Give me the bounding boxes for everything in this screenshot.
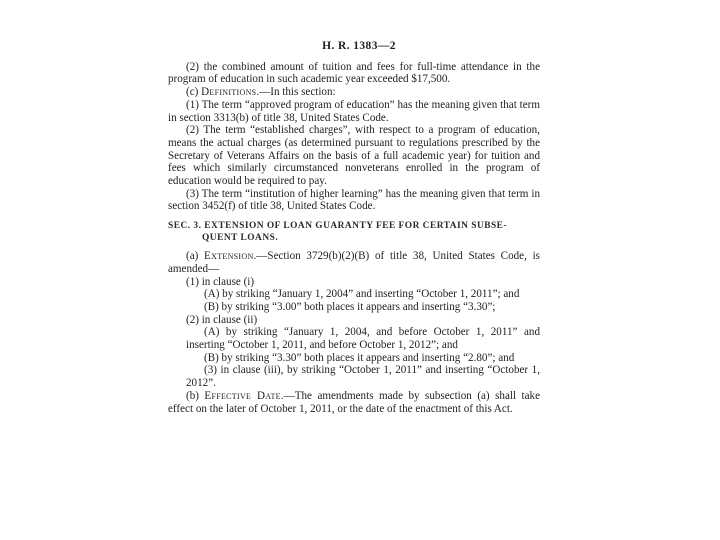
section-heading-line-2: QUENT LOANS. bbox=[202, 232, 279, 243]
subsection-label: (c) bbox=[186, 86, 202, 99]
subsection-text: .—In this section: bbox=[256, 86, 336, 99]
paragraph-clause-ii: (2) in clause (ii) bbox=[186, 313, 258, 326]
subsection-effective-date bbox=[168, 390, 540, 415]
paragraph-clause-i: (1) in clause (i) bbox=[186, 275, 255, 288]
definition-established-charges: (2) The term “established charges”, with respect to a program of education, means the actual charges (as determined pursuant to regulations prescribed by the Secretary of Veterans Affairs on the basis of a full academic year) for tuition and fees which similarly circumstanced nonveterans enrolled in the program of education would be required to pay. bbox=[168, 124, 540, 188]
subsection-label: (b) bbox=[186, 389, 205, 402]
subsection-text: .—The amendments made by subsection (a) shall take effect on the later of October 1, 2011, or the date of the enactment of this Act. bbox=[168, 389, 540, 415]
subsection-heading: Extension bbox=[204, 250, 254, 263]
page-header: H. R. 1383—2 bbox=[322, 40, 396, 52]
section-heading bbox=[168, 221, 540, 244]
document-text bbox=[168, 40, 540, 415]
subsection-label: (a) bbox=[186, 250, 205, 263]
subparagraph-clause-ii-b: (B) by striking “3.30” both places it appears and inserting “2.80”; and bbox=[204, 351, 515, 364]
paragraph-clause-iii: (3) in clause (iii), by striking “October 1, 2011” and inserting “October 1, 2012”. bbox=[186, 364, 540, 390]
subsection-text: .—Section 3729(b)(2)(B) of title 38, United States Code, is amended— bbox=[168, 250, 540, 275]
subsection-heading: Effective Date bbox=[204, 389, 281, 402]
subparagraph-clause-i-b: (B) by striking “3.00” both places it appears and inserting “3.30”; bbox=[204, 300, 496, 313]
section-heading-line-1: SEC. 3. EXTENSION OF LOAN GUARANTY FEE FOR CERTAIN SUBSE- bbox=[168, 221, 508, 232]
subsection-extension bbox=[168, 250, 540, 275]
subparagraph-clause-i-a: (A) by striking “January 1, 2004” and inserting “October 1, 2011”; and bbox=[204, 288, 520, 301]
definition-institution-higher-learning: (3) The term “institution of higher learning” has the meaning given that term in section 3452(f) of title 38, United States Code. bbox=[168, 187, 540, 213]
subsection-definitions bbox=[168, 86, 540, 99]
subsection-heading: Definitions bbox=[201, 86, 257, 99]
paragraph-tuition-amount: (2) the combined amount of tuition and fees for full-time attendance in the program of education in such academic year exceeded $17,500. bbox=[168, 60, 540, 86]
subparagraph-clause-ii-a: (A) by striking “January 1, 2004, and before October 1, 2011” and inserting “October 1, 2011, and before October 1, 2012”; and bbox=[186, 326, 540, 352]
definition-approved-program: (1) The term “approved program of education” has the meaning given that term in section 3313(b) of title 38, United States Code. bbox=[168, 98, 540, 124]
